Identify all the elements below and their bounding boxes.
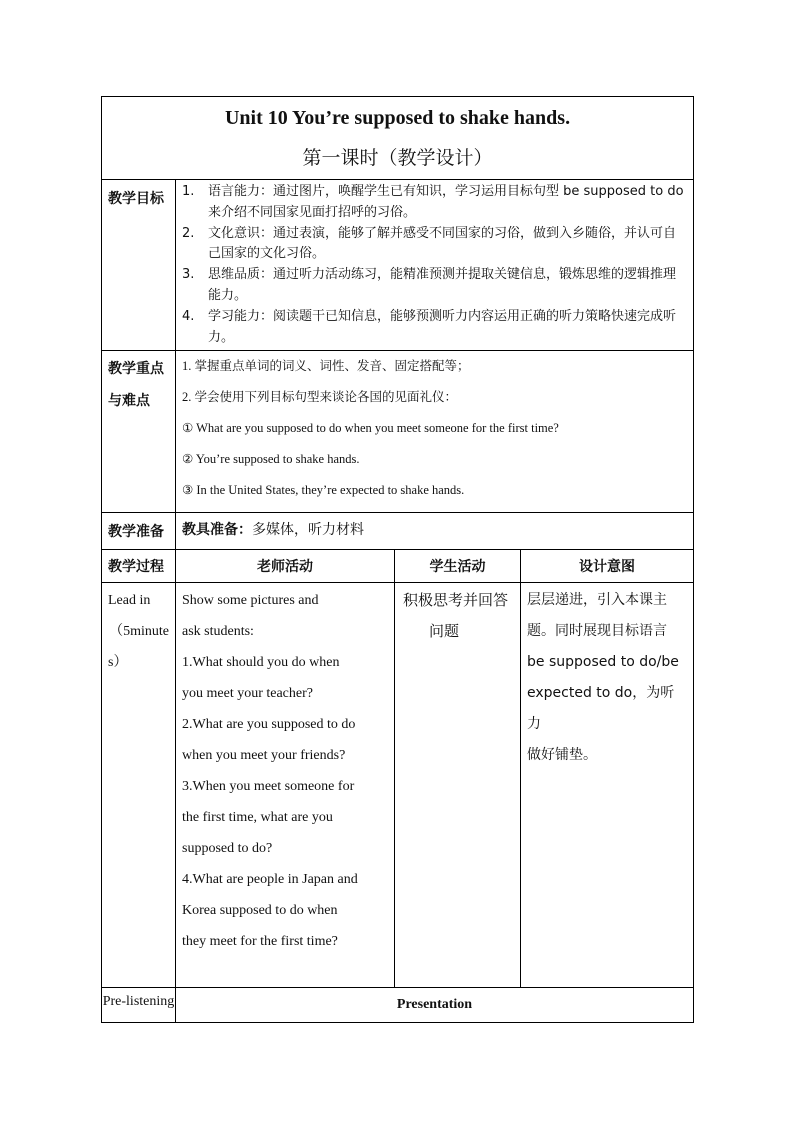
header-cell-teacher (176, 550, 395, 583)
header-cell-design (521, 550, 694, 583)
key-points-content-cell (176, 351, 694, 513)
design-intent-cell (521, 583, 694, 988)
presentation-heading: Presentation (396, 997, 473, 1013)
student-activity (395, 583, 520, 649)
column-header: 老师活动 (257, 559, 313, 576)
preparation-materials: 多媒体，听力材料 (252, 522, 364, 539)
lead-in-word: Lead in (108, 593, 151, 609)
presentation-cell (176, 988, 694, 1023)
item-text: 学习能力：阅读题干已知信息，能够预测听力内容运用正确的听力策略快速完成听力。 (208, 308, 677, 345)
teacher-line: you meet your teacher? (182, 686, 313, 702)
teacher-line: supposed to do? (182, 841, 273, 857)
title-english: Unit 10 You’re supposed to shake hands. (224, 107, 571, 129)
key-points-label-cell (102, 351, 176, 513)
teacher-activity (176, 583, 394, 959)
teacher-line: 3.When you meet someone for (182, 779, 355, 795)
design-line: 题。同时展现目标语言 (527, 623, 667, 640)
objectives-content-cell (176, 180, 694, 351)
lead-in-stage (102, 583, 175, 680)
item-number: 3. (182, 267, 195, 283)
design-line: 做好铺垫。 (527, 747, 597, 764)
column-header: 设计意图 (579, 559, 636, 576)
title-chinese: 第一课时（教学设计） (302, 147, 493, 169)
teacher-activity-cell (176, 583, 395, 988)
pre-listening-stage-cell (102, 988, 176, 1023)
item-number: 4. (182, 308, 195, 324)
item-text: 文化意识：通过表演，能够了解并感受不同国家的习俗，做到入乡随俗，并认可自己国家的文化习俗。 (208, 225, 677, 262)
objectives-label-cell (102, 180, 176, 351)
header-cell-process (102, 550, 176, 583)
design-line: 层层递进，引入本课主 (527, 592, 667, 609)
teacher-line: 4.What are people in Japan and (182, 872, 358, 888)
list-item (182, 307, 687, 349)
teacher-line: 2.What are you supposed to do (182, 717, 356, 733)
lead-in-line (108, 585, 169, 616)
list-item: 2. 学会使用下列目标句型来谈论各国的见面礼仪： (182, 390, 458, 405)
lead-in-duration: （5minute (109, 624, 169, 640)
table-row (102, 583, 694, 988)
student-line: 问题 (429, 622, 460, 641)
lesson-plan-table (101, 96, 694, 1023)
teacher-line: when you meet your friends? (182, 748, 346, 764)
list-item (182, 182, 687, 224)
table-row (102, 988, 694, 1023)
list-item: ② You’re supposed to shake hands. (182, 452, 360, 467)
pre-listening-stage: Pre-listening (102, 994, 175, 1010)
item-text: 思维品质：通过听力活动练习，能精准预测并提取关键信息，锻炼思维的逻辑推理能力。 (208, 267, 677, 303)
title-cell (102, 97, 694, 180)
item-number: 1. (182, 184, 195, 199)
objectives-label: 教学目标 (108, 191, 164, 207)
preparation-bold-label: 教具准备： (182, 522, 252, 539)
key-points-label-line2: 与难点 (108, 393, 150, 410)
design-intent (521, 583, 693, 773)
student-line: 积极思考并回答 (403, 591, 509, 610)
item-number: 2. (182, 225, 195, 241)
key-points-label-line1: 教学重点 (108, 361, 164, 378)
objectives-list (176, 180, 693, 350)
list-item (182, 224, 687, 266)
design-line: be supposed to do/be (527, 654, 679, 671)
list-item: ① What are you supposed to do when you meet someone for the first time? (182, 421, 559, 436)
list-item: 1. 掌握重点单词的词义、词性、发音、固定搭配等； (182, 359, 470, 374)
lead-in-duration-end: s） (108, 655, 128, 671)
header-cell-student (395, 550, 521, 583)
list-item (182, 265, 687, 307)
teacher-line: Korea supposed to do when (182, 903, 338, 919)
teacher-line: 1.What should you do when (182, 655, 340, 671)
preparation-content-cell (176, 513, 694, 550)
key-points-label (102, 351, 175, 425)
design-line: expected to do，为听力 (527, 685, 675, 733)
preparation-label-cell (102, 513, 176, 550)
student-activity-cell (395, 583, 521, 988)
teacher-line: the first time, what are you (182, 810, 333, 826)
list-item: ③ In the United States, they’re expected to shake hands. (182, 483, 465, 498)
column-header: 学生活动 (429, 559, 486, 576)
teacher-line: they meet for the first time? (182, 934, 338, 950)
item-text: 语言能力：通过图片，唤醒学生已有知识，学习运用目标句型 be supposed to do来介绍不同国家见面打招呼的习俗。 (208, 184, 684, 220)
column-header: 教学过程 (108, 559, 164, 576)
lead-in-stage-cell (102, 583, 176, 988)
teacher-line: Show some pictures and (182, 593, 319, 609)
preparation-label: 教学准备 (108, 524, 164, 541)
preparation-text (176, 513, 693, 545)
teacher-line: ask students: (182, 624, 254, 640)
key-points-list (176, 351, 693, 512)
